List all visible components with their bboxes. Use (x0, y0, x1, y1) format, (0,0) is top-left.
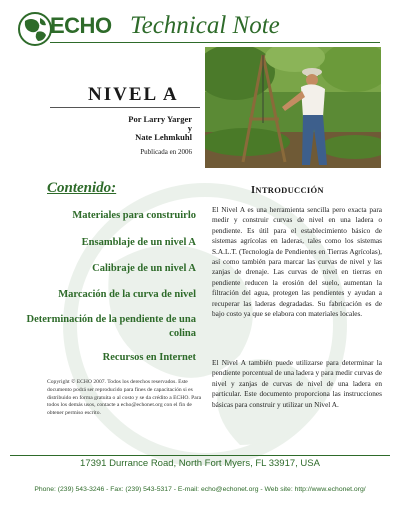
toc-item-contour-marking[interactable]: Marcación de la curva de nivel (58, 289, 196, 300)
author-2: Nate Lehmkuhl (135, 132, 192, 142)
toc-item-internet-resources[interactable]: Recursos en Internet (102, 352, 196, 363)
copyright-notice: Copyright © ECHO 2007. Todos los derechos reservados. Este documento podrá ser reproducido para fines de capacitación si es distribuido en forma gratuita o al costo y se da crédito a ECHO. Para todos los demás usos, contacte a echo@echonet.org con el fin de obtener permiso escrito. (47, 379, 202, 417)
toc-item-slope-determination-cont[interactable]: colina (169, 328, 196, 339)
photo-man-using-a-frame-level (205, 47, 381, 168)
publication-date: Publicada en 2006 (140, 148, 192, 156)
intro-heading (251, 185, 324, 196)
toc-item-assembly[interactable]: Ensamblaje de un nivel A (81, 237, 196, 248)
author-conjunction: y (187, 123, 192, 133)
footer-divider (10, 455, 390, 456)
footer-address: 17391 Durrance Road, North Fort Myers, FL 33917, USA (80, 458, 320, 469)
document-title: NIVEL A (88, 84, 179, 105)
intro-paragraph-2: El Nivel A también puede utilizarse para determinar la pendiente porcentual de una ladera y para medir curvas de nivel y zanjas de curvas de nivel de una ladera en particular. Este documento proporciona las instrucciones básicas para construir y utilizar un Nivel A. (212, 358, 382, 409)
brand-name: ECHO (50, 13, 112, 38)
toc-item-calibration[interactable]: Calibraje de un nivel A (92, 263, 196, 274)
document-type: Technical Note (130, 12, 280, 39)
header-divider (50, 42, 380, 43)
author-1: Por Larry Yarger (128, 114, 192, 124)
intro-heading-cap: I (251, 185, 256, 196)
contents-heading: Contenido: (47, 180, 117, 196)
intro-paragraph-1: El Nivel A es una herramienta sencilla pero exacta para medir y construir curvas de nivel en una ladera o pendiente. Es útil para el establecimiento básico de sistemas agrícolas en laderas, tales como los sistemas S.A.L.T. (Tecnología de Pendientes en Tierras Agrícolas), así como también para marcar las curvas de nivel y las zanjas de drenaje. Las curvas de nivel en tierras en pendiente reducen la erosión del suelo, aumentan la filtración del agua, protegen las pendientes y ayudan a recuperar las laderas degradadas. Su fabricación es de bajo costo ya que se elabora con materiales locales. (212, 205, 382, 319)
intro-heading-rest: NTRODUCCIÓN (255, 185, 324, 195)
title-divider (50, 107, 200, 108)
echo-globe-logo-icon (18, 12, 52, 46)
toc-item-materials[interactable]: Materiales para construirlo (72, 210, 196, 221)
footer-contact: Phone: (239) 543-3246 - Fax: (239) 543-5317 - E-mail: echo@echonet.org - Web site: http://www.echonet.org/ (34, 486, 366, 493)
toc-item-slope-determination[interactable]: Determinación de la pendiente de una (26, 314, 196, 325)
